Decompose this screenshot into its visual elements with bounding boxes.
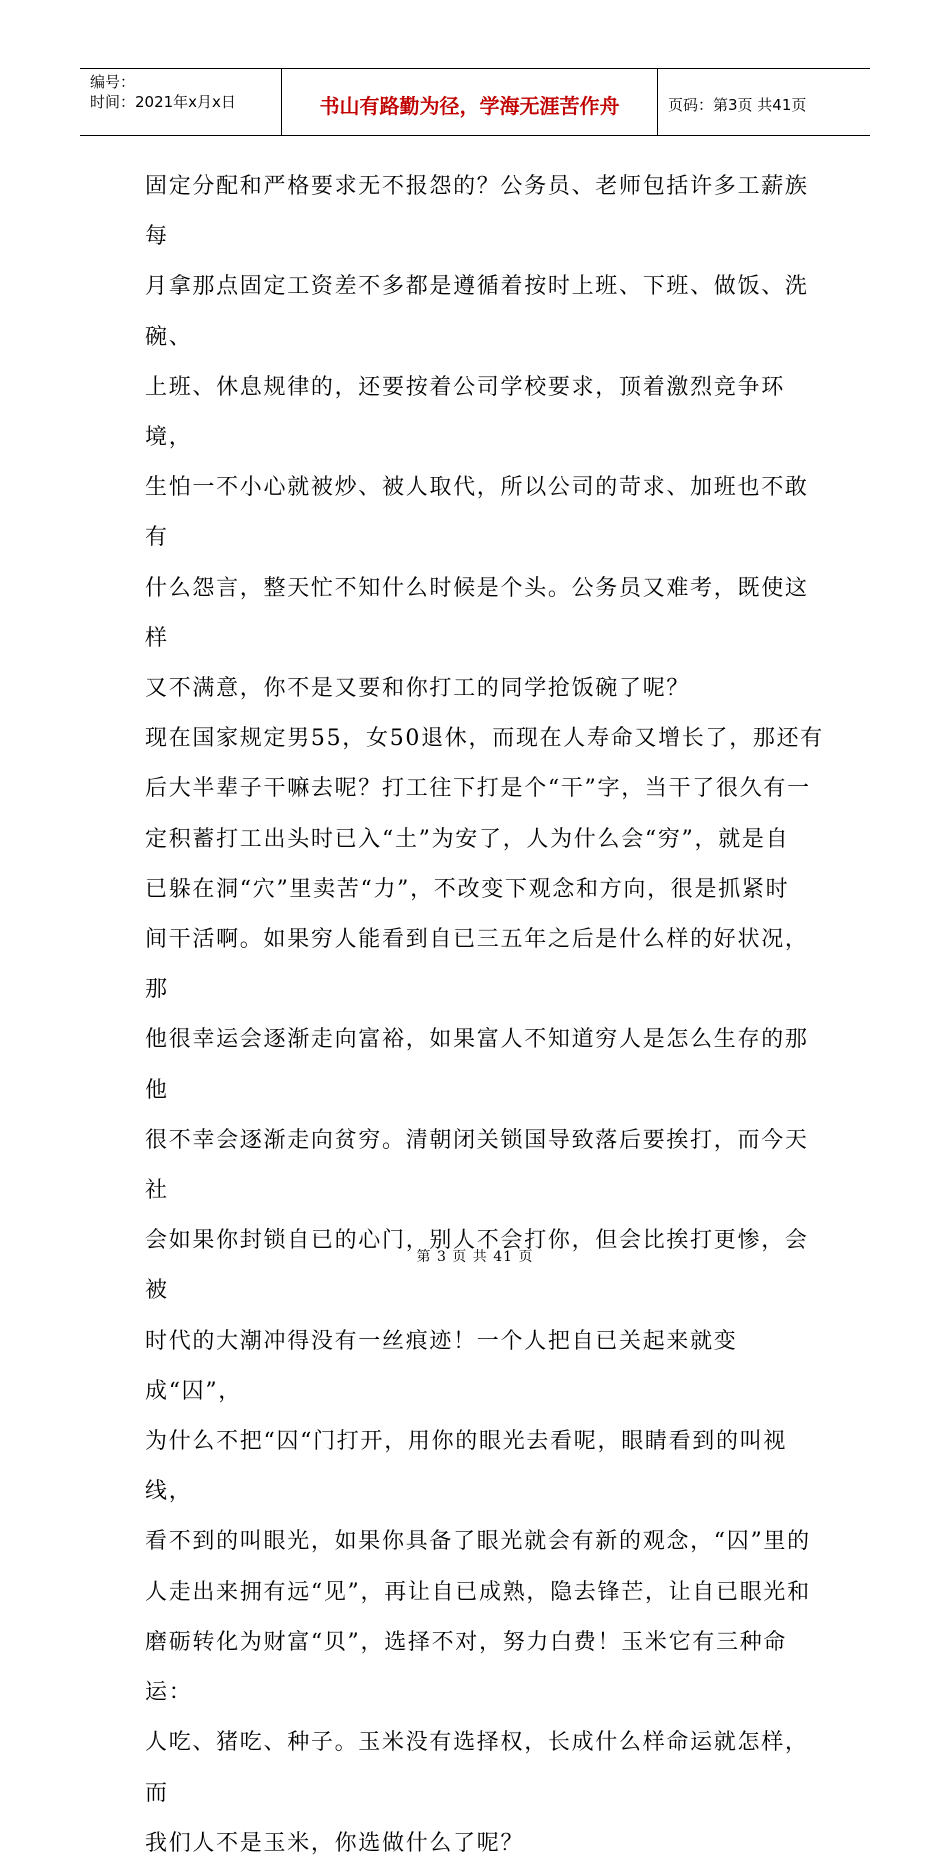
paragraph-2: 现在国家规定男55，女50退休，而现在人寿命又增长了，那还有 后大半辈子干嘛去呢？打工往下打是个“干”字，当干了很久有一 定积蓄打工出头时已入“土”为安了，人为什么会“穷”，就是自 已躲在洞“穴”里卖苦“力”，不改变下观念和方向，很是抓紧时 间干活啊。如果穷人能看到自已三五年之后是什么样的好状况，那 他很幸运会逐渐走向富裕，如果富人不知道穷人是怎么生存的那他 很不幸会逐渐走向贫穷。清朝闭关锁国导致落后要挨打，而今天社 会如果你封锁自已的心门，别人不会打你，但会比挨打更惨，会被 时代的大潮冲得没有一丝痕迹！一个人把自已关起来就变成“囚”， 为什么不把“囚“门打开，用你的眼光去看呢，眼睛看到的叫视线， 看不到的叫眼光，如果你具备了眼光就会有新的观念，“囚”里的 人走出来拥有远“见”，再让自已成熟，隐去锋芒，让自已眼光和 磨砺转化为财富“贝”，选择不对，努力白费！玉米它有三种命运： 人吃、猪吃、种子。玉米没有选择权，长成什么样命运就怎样，而 我们人不是玉米，你选做什么了呢？ (145, 726, 824, 1856)
page-header (80, 68, 870, 136)
document-number-label: 编号： (90, 73, 136, 91)
document-body (145, 162, 825, 1869)
page-footer: 第 3 页 共 41 页 (416, 1249, 534, 1265)
header-motto: 书山有路勤为径，学海无涯苦作舟 (282, 69, 658, 135)
header-meta (80, 69, 282, 135)
document-date-label: 时间：2021年x月x日 (90, 93, 236, 111)
header-page-info: 页码：第3页 共41页 (668, 95, 807, 114)
paragraph-1: 固定分配和严格要求无不报怨的？公务员、老师包括许多工薪族每 月拿那点固定工资差不多都是遵循着按时上班、下班、做饭、洗碗、 上班、休息规律的，还要按着公司学校要求，顶着激烈竞争环境， 生怕一不小心就被炒、被人取代，所以公司的苛求、加班也不敢有 什么怨言，整天忙不知什么时候是个头。公务员又难考，既使这样 又不满意，你不是又要和你打工的同学抢饭碗了呢？ (145, 174, 809, 702)
